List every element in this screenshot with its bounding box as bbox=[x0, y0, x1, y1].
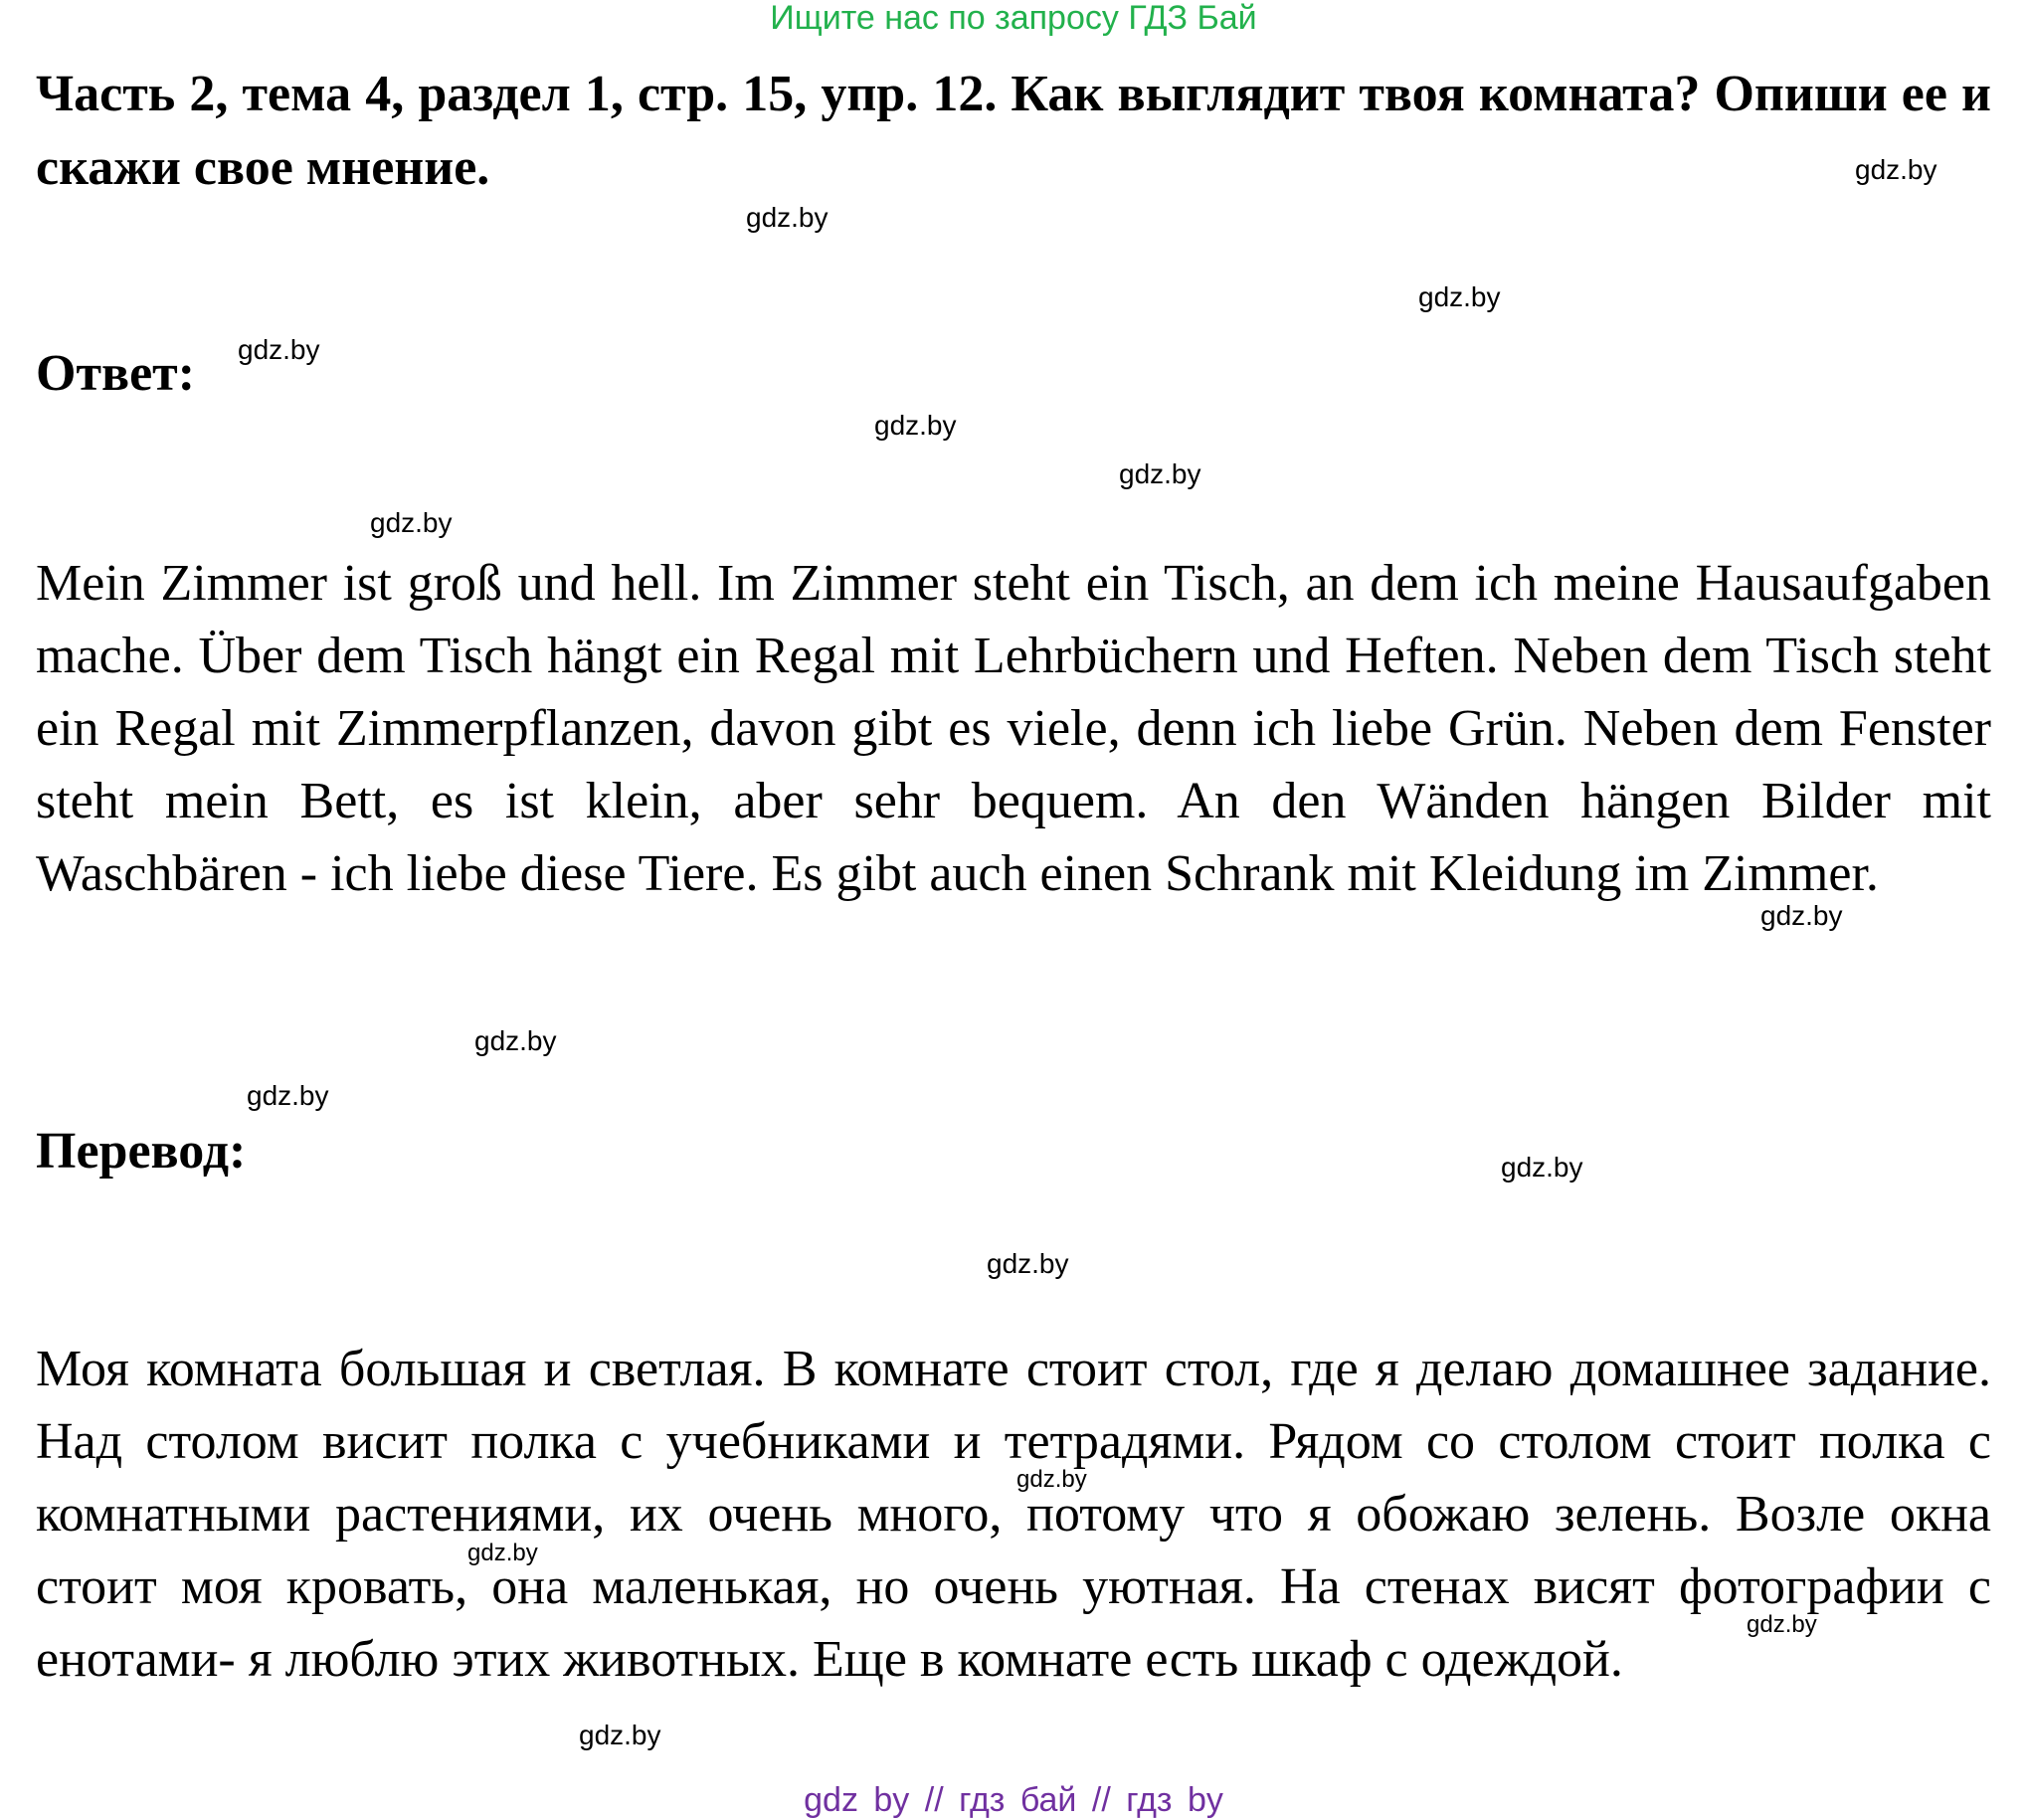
watermark: gdz.by bbox=[1501, 1152, 1583, 1183]
translation-text: Моя комната большая и светлая. В комнате стоит стол, где я делаю домашнее задание. Над столом висит полка с учебниками и тетрадями. Рядом со столом стоит полка с комнатными растениями, их очень много, потому что я обожаю зелень. Возле окна стоит моя кровать, она маленькая, но очень уютная. На стенах висят фотографии с енотами- я люблю этих животных. Еще в комнате есть шкаф с одеждой. bbox=[36, 1341, 1991, 1688]
watermark: gdz.by bbox=[238, 334, 320, 365]
watermark: gdz.by bbox=[987, 1248, 1069, 1279]
translation-heading: Перевод: bbox=[36, 1123, 247, 1180]
task-title: Часть 2, тема 4, раздел 1, стр. 15, упр. 12. Как выглядит твоя комната? Опиши ее и скажи свое мнение. bbox=[36, 66, 1991, 196]
answer-text: Mein Zimmer ist groß und hell. Im Zimmer steht ein Tisch, an dem ich meine Hausaufgaben mache. Über dem Tisch hängt ein Regal mit Lehrbüchern und Heften. Neben dem Tisch steht ein Regal mit Zimmerpflanzen, davon gibt es viele, denn ich liebe Grün. Neben dem Fenster steht mein Bett, es ist klein, aber sehr bequem. An den Wänden hängen Bilder mit Waschbären - ich liebe diese Tiere. Es gibt auch einen Schrank mit Kleidung im Zimmer. bbox=[36, 555, 1991, 902]
watermark: gdz.by bbox=[467, 1540, 538, 1566]
watermark: gdz.by bbox=[1760, 900, 1843, 931]
watermark: gdz.by bbox=[746, 202, 829, 233]
watermark: gdz.by bbox=[1418, 281, 1501, 312]
watermark: gdz.by bbox=[1855, 154, 1937, 185]
watermark: gdz.by bbox=[247, 1080, 329, 1111]
watermark: gdz.by bbox=[1016, 1466, 1087, 1493]
watermark: gdz.by bbox=[1119, 458, 1201, 489]
watermark: gdz.by bbox=[1747, 1611, 1817, 1638]
answer-heading: Ответ: bbox=[36, 345, 196, 402]
top-banner: Ищите нас по запросу ГДЗ Бай bbox=[770, 0, 1257, 37]
watermark: gdz.by bbox=[579, 1720, 661, 1750]
watermark: gdz.by bbox=[474, 1025, 557, 1056]
watermark: gdz.by bbox=[874, 410, 957, 441]
footer-links: gdz by // гдз бай // гдз by bbox=[804, 1781, 1223, 1819]
watermark: gdz.by bbox=[370, 507, 453, 538]
